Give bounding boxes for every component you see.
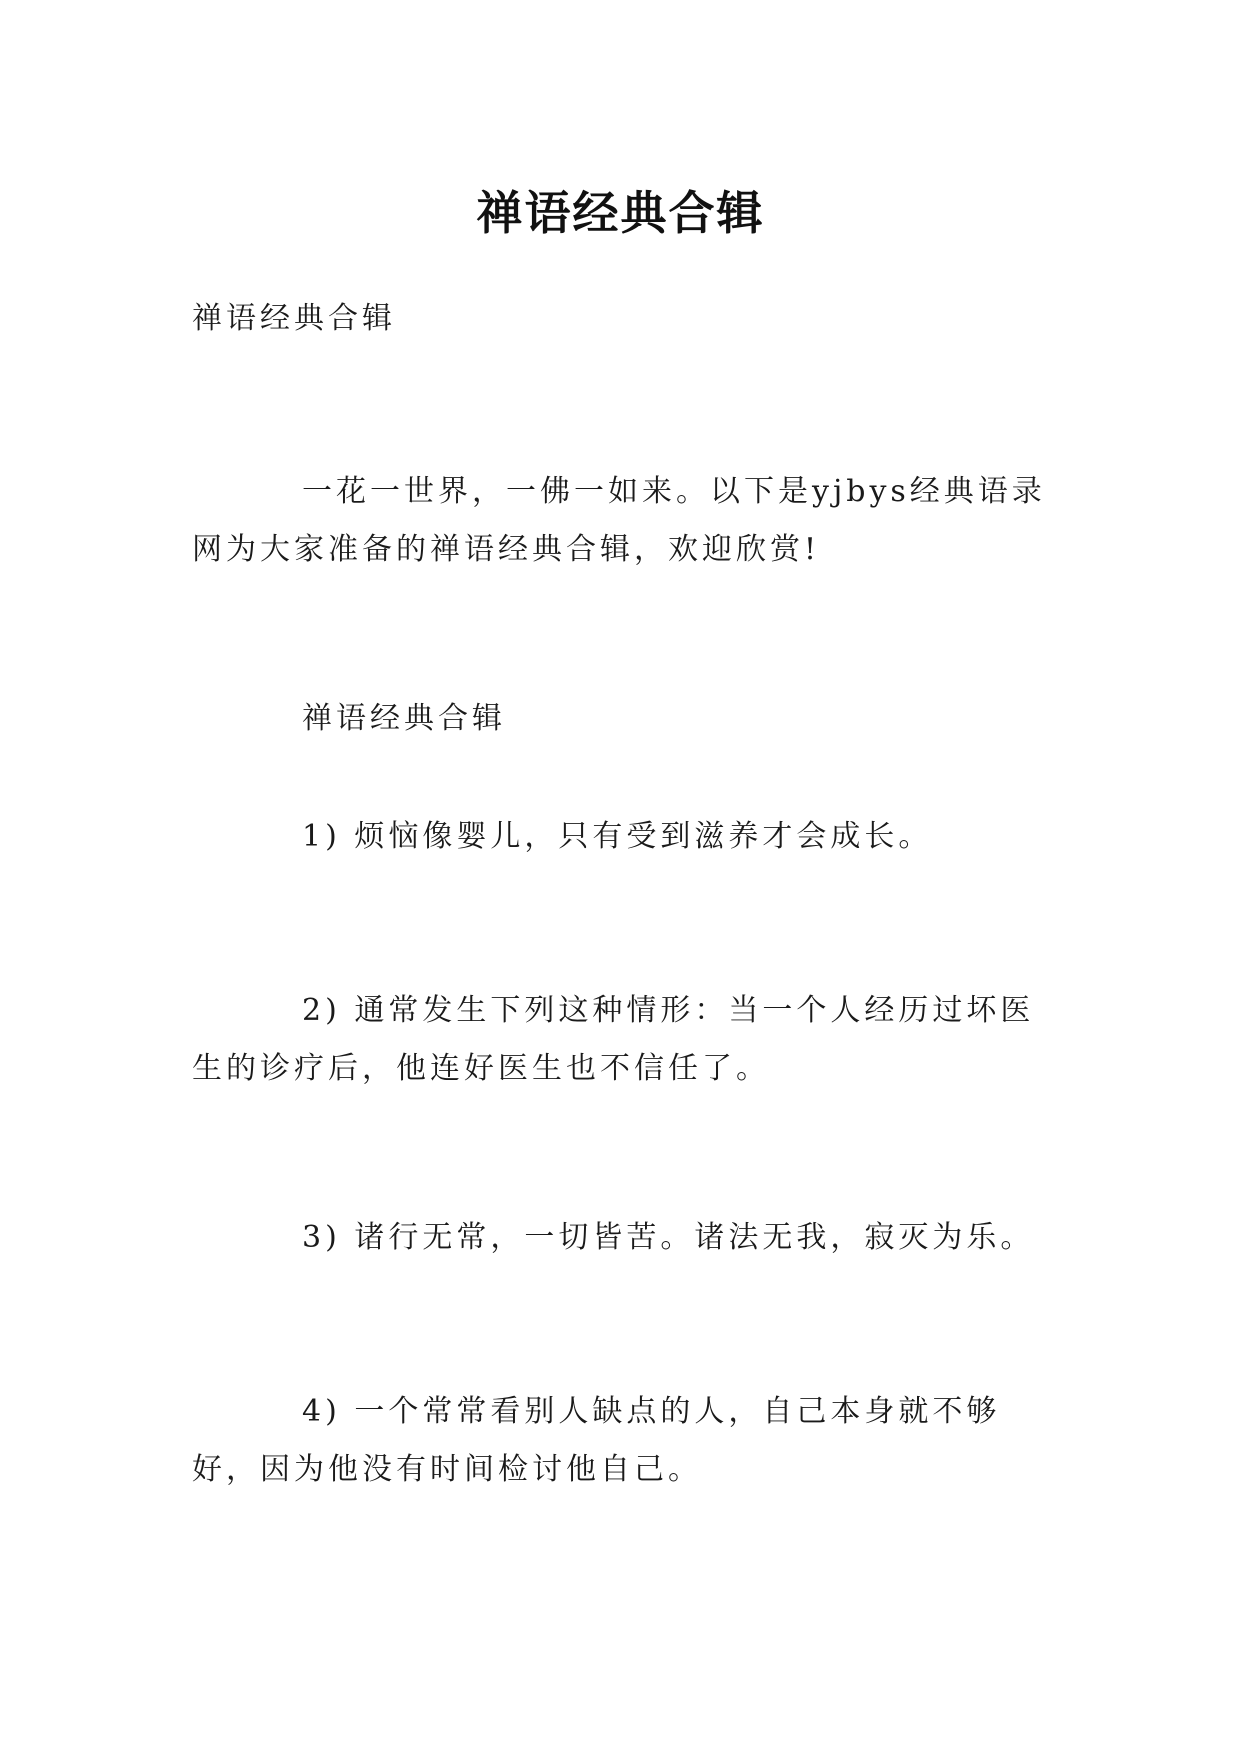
document-subtitle: 禅语经典合辑 — [192, 301, 396, 336]
quote-2: 2) 通常发生下列这种情形：当一个人经历过坏医生的诊疗后，他连好医生也不信任了。 — [192, 993, 1035, 1086]
section-heading: 禅语经典合辑 — [302, 701, 506, 736]
document-title: 禅语经典合辑 — [476, 185, 765, 240]
quote-1: 1) 烦恼像婴儿，只有受到滋养才会成长。 — [302, 819, 933, 854]
intro-paragraph: 一花一世界，一佛一如来。以下是yjbys经典语录网为大家准备的禅语经典合辑，欢迎欣赏! — [192, 474, 1046, 567]
quote-3: 3) 诸行无常，一切皆苦。诸法无我，寂灭为乐。 — [302, 1220, 1035, 1255]
quote-4: 4) 一个常常看别人缺点的人，自己本身就不够好，因为他没有时间检讨他自己。 — [192, 1394, 1001, 1487]
